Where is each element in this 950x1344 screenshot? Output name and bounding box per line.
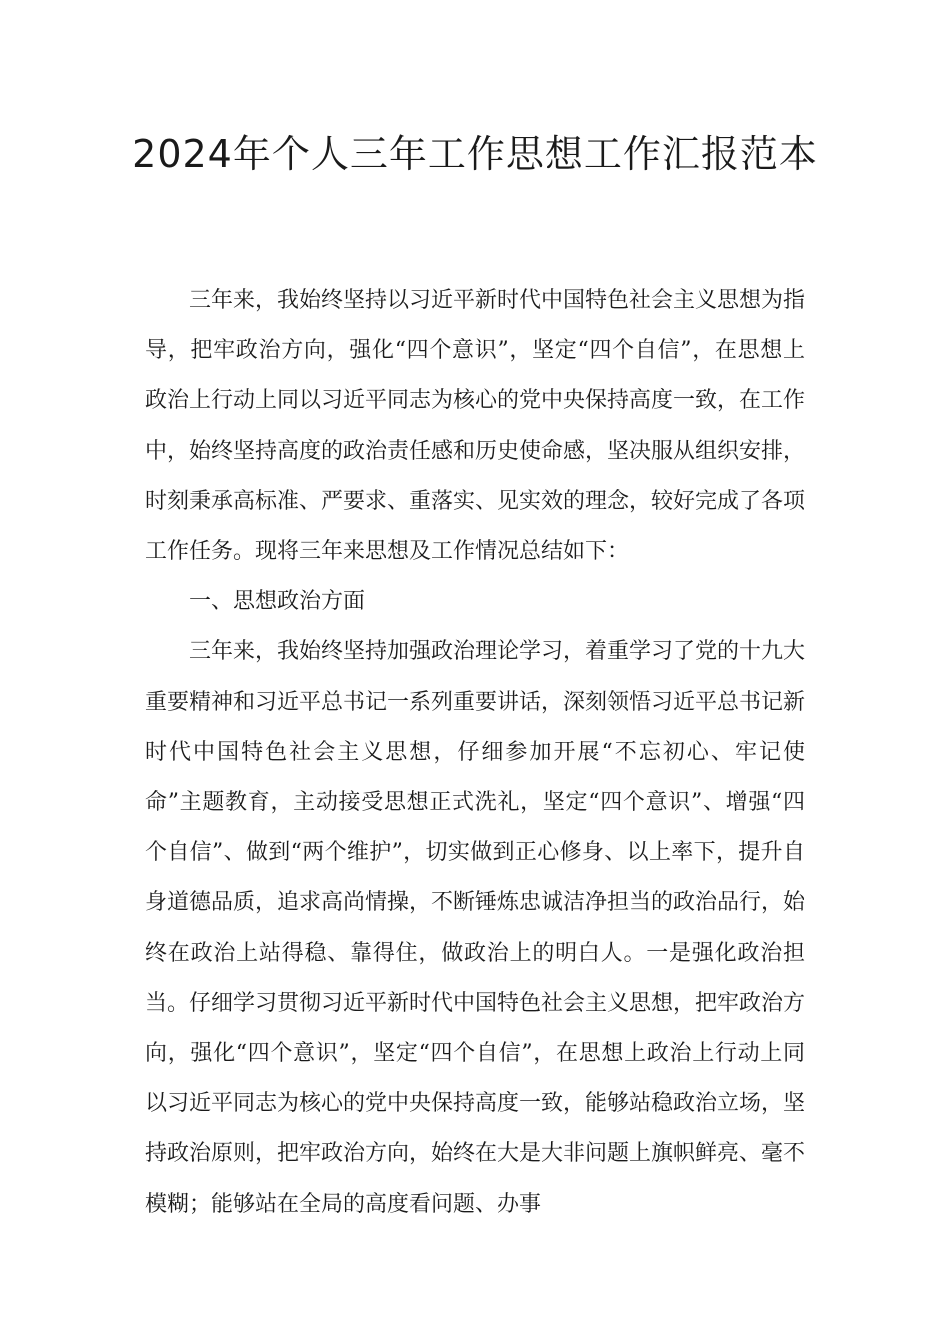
paragraph-intro: 三年来，我始终坚持以习近平新时代中国特色社会主义思想为指导，把牢政治方向，强化“四个意识”，坚定“四个自信”，在思想上政治上行动上同以习近平同志为核心的党中央保持高度一致，在工作中，始终坚持高度的政治责任感和历史使命感，坚决服从组织安排，时刻秉承高标准、严要求、重落实、见实效的理念，较好完成了各项工作任务。现将三年来思想及工作情况总结如下：	[145, 288, 806, 565]
section-heading: 一、思想政治方面	[189, 589, 366, 615]
document-body	[145, 276, 805, 1230]
paragraph-ideology: 三年来，我始终坚持加强政治理论学习，着重学习了党的十九大重要精神和习近平总书记一系列重要讲话，深刻领悟习近平总书记新时代中国特色社会主义思想，仔细参加开展“不忘初心、牢记使命”主题教育，主动接受思想正式洗礼，坚定“四个意识”、增强“四个自信”、做到“两个维护”，切实做到正心修身、以上率下，提升自身道德品质，追求高尚情操，不断锤炼忠诚洁净担当的政治品行，始终在政治上站得稳、靠得住，做政治上的明白人。一是强化政治担当。仔细学习贯彻习近平新时代中国特色社会主义思想，把牢政治方向，强化“四个意识”，坚定“四个自信”，在思想上政治上行动上同以习近平同志为核心的党中央保持高度一致，能够站稳政治立场，坚持政治原则，把牢政治方向，始终在大是大非问题上旗帜鲜亮、毫不模糊；能够站在全局的高度看问题、办事	[145, 639, 806, 1217]
document-title: 2024年个人三年工作思想工作汇报范本	[132, 132, 818, 176]
